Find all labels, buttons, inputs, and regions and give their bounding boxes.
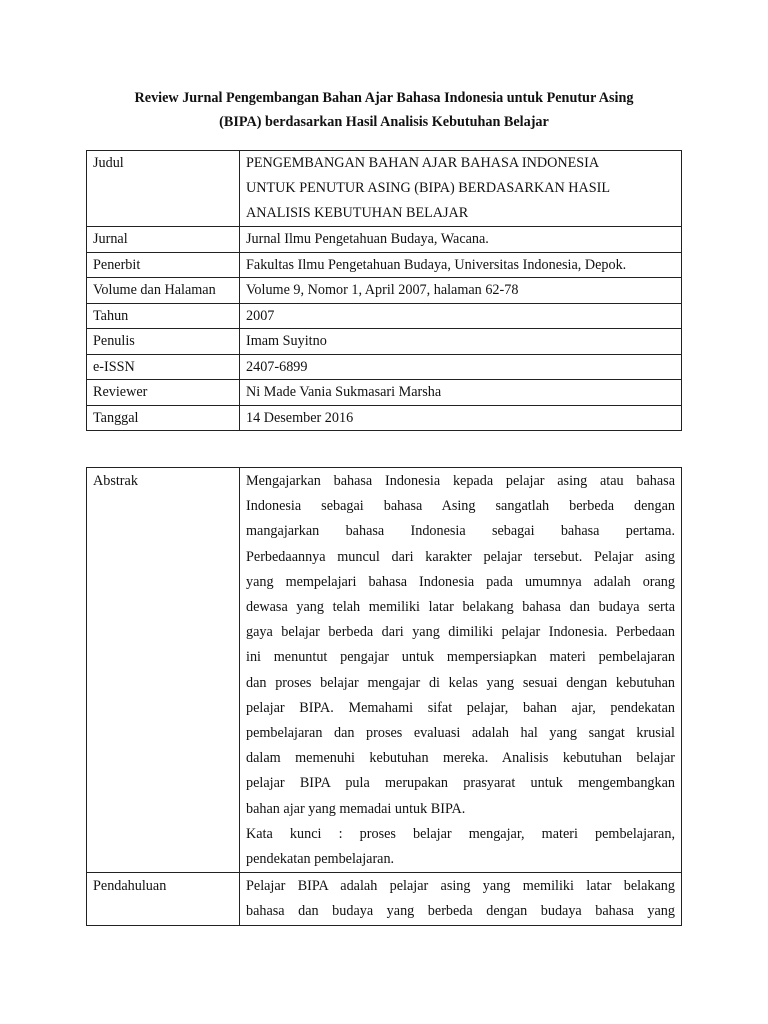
introduction-text — [240, 873, 682, 925]
abstract-line: pembelajaran dan proses evaluasi adalah hal yang sangat krusial — [246, 725, 675, 742]
meta-label: Volume dan Halaman — [87, 278, 240, 304]
abstract-line: dewasa yang telah memiliki latar belakang bahasa dan budaya serta — [246, 599, 675, 616]
meta-value: 2007 — [240, 303, 682, 329]
table-row — [87, 303, 682, 329]
meta-label: Tanggal — [87, 405, 240, 431]
meta-value: Ni Made Vania Sukmasari Marsha — [240, 380, 682, 406]
review-body-table — [86, 467, 682, 926]
meta-value — [240, 151, 682, 227]
abstract-text — [240, 468, 682, 873]
meta-value-line: UNTUK PENUTUR ASING (BIPA) BERDASARKAN HASIL — [246, 180, 611, 196]
table-row — [87, 354, 682, 380]
abstract-line: pelajar BIPA. Memahami sifat pelajar, bahan ajar, pendekatan — [246, 699, 675, 716]
introduction-line: bahasa dan budaya yang berbeda dengan budaya bahasa yang — [246, 903, 675, 920]
keywords-line: pendekatan pembelajaran. — [246, 851, 395, 868]
table-row — [87, 329, 682, 355]
meta-value: Volume 9, Nomor 1, April 2007, halaman 62-78 — [240, 278, 682, 304]
table-row — [87, 278, 682, 304]
document-title-line-2: (BIPA) berdasarkan Hasil Analisis Kebutuhan Belajar — [219, 114, 549, 130]
table-row — [87, 151, 682, 227]
meta-value-line: ANALISIS KEBUTUHAN BELAJAR — [246, 205, 469, 221]
table-row — [87, 468, 682, 873]
meta-label: Reviewer — [87, 380, 240, 406]
meta-label: e-ISSN — [87, 354, 240, 380]
document-title-line-1: Review Jurnal Pengembangan Bahan Ajar Bahasa Indonesia untuk Penutur Asing — [134, 90, 634, 106]
meta-label: Jurnal — [87, 227, 240, 253]
meta-label: Penulis — [87, 329, 240, 355]
table-row — [87, 380, 682, 406]
meta-label: Penerbit — [87, 252, 240, 278]
meta-value-line: PENGEMBANGAN BAHAN AJAR BAHASA INDONESIA — [246, 155, 600, 171]
keywords-line: Kata kunci : proses belajar mengajar, materi pembelajaran, — [246, 825, 675, 842]
abstract-line: gaya belajar berbeda dari yang dimiliki pelajar Indonesia. Perbedaan — [246, 624, 675, 641]
table-row — [87, 405, 682, 431]
abstract-line: ini menuntut pengajar untuk mempersiapkan materi pembelajaran — [246, 649, 675, 666]
meta-value: 14 Desember 2016 — [240, 405, 682, 431]
abstract-line: Perbedaannya muncul dari karakter pelajar tersebut. Pelajar asing — [246, 548, 675, 565]
metadata-table — [86, 150, 682, 431]
abstract-line: yang mempelajari bahasa Indonesia pada umumnya adalah orang — [246, 573, 675, 590]
meta-value: 2407-6899 — [240, 354, 682, 380]
abstract-line: Indonesia sebagai bahasa Asing sangatlah berbeda dengan — [246, 498, 675, 515]
abstract-line: pelajar BIPA pula merupakan prasyarat untuk mengembangkan — [246, 775, 675, 792]
abstract-line: dan proses belajar mengajar di kelas yang sesuai dengan kebutuhan — [246, 674, 675, 691]
table-row — [87, 227, 682, 253]
abstract-line: Mengajarkan bahasa Indonesia kepada pelajar asing atau bahasa — [246, 473, 675, 489]
abstract-line: dalam memenuhi kebutuhan mereka. Analisis kebutuhan belajar — [246, 750, 675, 767]
meta-label: Judul — [87, 151, 240, 227]
meta-value: Fakultas Ilmu Pengetahuan Budaya, Universitas Indonesia, Depok. — [240, 252, 682, 278]
section-label: Abstrak — [87, 468, 240, 873]
section-label: Pendahuluan — [87, 873, 240, 925]
table-row — [87, 873, 682, 925]
meta-value: Imam Suyitno — [240, 329, 682, 355]
table-row — [87, 252, 682, 278]
meta-label: Tahun — [87, 303, 240, 329]
introduction-line: Pelajar BIPA adalah pelajar asing yang memiliki latar belakang — [246, 878, 675, 895]
abstract-line: bahan ajar yang memadai untuk BIPA. — [246, 800, 466, 817]
abstract-line: mangajarkan bahasa Indonesia sebagai bahasa pertama. — [246, 523, 675, 540]
meta-value: Jurnal Ilmu Pengetahuan Budaya, Wacana. — [240, 227, 682, 253]
